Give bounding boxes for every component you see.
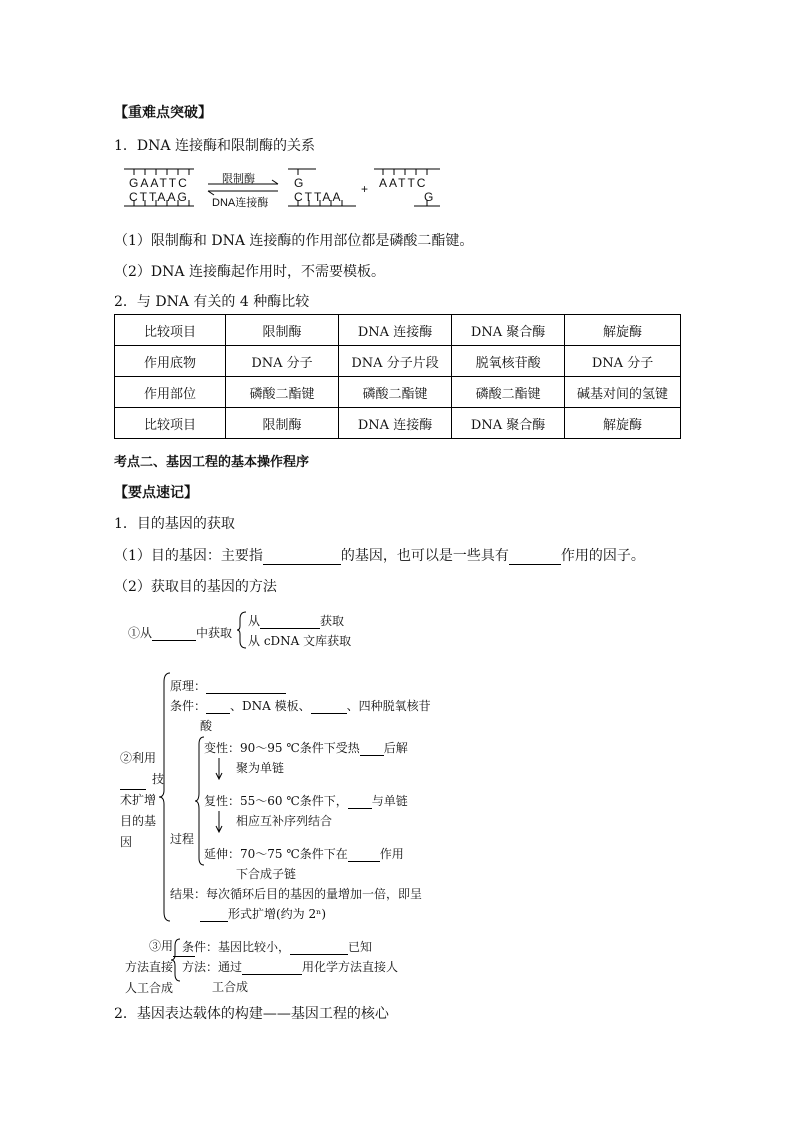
table-cell: DNA 连接酶 [339, 315, 452, 346]
m2-ext-c: 下合成子链 [236, 867, 297, 881]
m3-cond-b: 已知 [348, 940, 373, 954]
p1-part-a: （1）目的基因：主要指 [114, 548, 263, 564]
blank-field [290, 940, 348, 955]
blank-field [260, 614, 320, 629]
table-cell: 碱基对间的氢键 [565, 377, 681, 408]
m2-anneal-a: 复性：55～60 ℃条件下， [204, 794, 348, 808]
m3-method-b: 用化学方法直接人 [302, 960, 399, 974]
table-cell: 限制酶 [226, 315, 339, 346]
table-cell: 作用部位 [115, 377, 226, 408]
m2-label-3: 术扩增 [120, 793, 157, 807]
table-cell: 磷酸二酯键 [226, 377, 339, 408]
arrow-down-icon [214, 758, 224, 780]
m2-anneal [204, 792, 408, 809]
table-cell: 磷酸二酯键 [452, 377, 565, 408]
m1-opt1-b: 获取 [320, 614, 345, 628]
table-row [115, 377, 681, 408]
blank-field [263, 550, 341, 565]
m2-cond-a: 条件： [170, 699, 207, 713]
table-cell: 限制酶 [226, 408, 339, 439]
method1-brace [236, 611, 248, 649]
paragraph-target-gene [114, 545, 645, 565]
m2-label-5: 因 [120, 835, 133, 849]
m2-denature [204, 739, 408, 756]
paragraph-methods: （2）获取目的基因的方法 [114, 579, 277, 595]
m2-conditions [170, 697, 431, 714]
table-cell: DNA 连接酶 [339, 408, 452, 439]
arrow-label-restriction: 限制酶 [222, 173, 255, 185]
m2-principle-label: 原理： [170, 679, 207, 693]
seq-left-bottom: CTTAAG [129, 190, 189, 204]
blank-field [348, 847, 380, 862]
table-cell: DNA 分子片段 [339, 346, 452, 377]
table-cell: DNA 聚合酶 [452, 315, 565, 346]
blank-field [200, 907, 228, 922]
m3-method [182, 958, 398, 975]
m3-method-c: 工合成 [212, 980, 249, 994]
m3-method-a: 方法：通过 [182, 960, 243, 974]
m2-extension [204, 845, 404, 862]
m2-anneal-c: 相应互补序列结合 [236, 814, 333, 828]
table-cell: DNA 分子 [565, 346, 681, 377]
table-cell: 比较项目 [115, 315, 226, 346]
m3-label-3: 人工合成 [125, 981, 174, 995]
table-row [115, 315, 681, 346]
blank-field [120, 775, 146, 790]
m1-opt1-a: 从 [248, 614, 261, 628]
blank-field [311, 699, 347, 714]
blank-field [509, 550, 561, 565]
section-heading-quick-notes: 【要点速记】 [114, 485, 198, 501]
table-row [115, 346, 681, 377]
method1-label [128, 624, 232, 641]
item2-vector-construction: 2．基因表达载体的构建——基因工程的核心 [114, 1006, 389, 1022]
table-cell: DNA 分子 [226, 346, 339, 377]
m2-label-2: 技 [152, 772, 165, 786]
seq-right-top: AATTC [379, 176, 428, 190]
blank-field [242, 960, 302, 975]
item2-title: 2．与 DNA 有关的 4 种酶比较 [114, 294, 310, 310]
m3-conditions [182, 938, 372, 955]
m3-label-1: ③用 [149, 939, 174, 953]
m1-option-2: 从 cDNA 文库获取 [248, 634, 352, 648]
m3-label-2: 方法直接 [125, 960, 174, 974]
section-title-kaodian2: 考点二、基因工程的基本操作程序 [114, 455, 310, 470]
blank-field [206, 679, 286, 694]
note-2: （2）DNA 连接酶起作用时，不需要模板。 [114, 264, 385, 280]
m2-ext-a: 延伸：70～75 ℃条件下在 [204, 847, 348, 861]
blank-field [206, 699, 230, 714]
arrow-label-ligase: DNA连接酶 [212, 197, 269, 209]
blank-field [152, 626, 196, 641]
p1-part-c: 作用的因子。 [560, 548, 645, 564]
m1-label-b: 中获取 [196, 626, 233, 640]
m1-option-1 [248, 612, 344, 629]
m1-label-a: ①从 [128, 626, 153, 640]
m2-principle [170, 677, 286, 694]
seq-right-bottom: G [424, 190, 436, 204]
item1-target-gene: 1．目的基因的获取 [114, 516, 235, 532]
m2-label-1: ②利用 [120, 751, 157, 765]
table-cell: 解旋酶 [565, 315, 681, 346]
table-cell: 脱氧核苷酸 [452, 346, 565, 377]
blank-field [348, 794, 372, 809]
arrow-down-icon [214, 811, 224, 833]
m2-cond-d: 酸 [200, 719, 213, 733]
m2-result-b: 形式扩增(约为 2ⁿ) [228, 907, 327, 921]
method3-brace [170, 938, 182, 982]
seq-mid-top: G [294, 176, 306, 190]
m2-cond-c: 、四种脱氧核苷 [346, 699, 431, 713]
seq-left-top: GAATTC [129, 176, 189, 190]
m2-denat-b: 后解 [383, 741, 408, 755]
m2-result [200, 905, 326, 922]
item1-title: 1．DNA 连接酶和限制酶的关系 [114, 138, 315, 154]
table-cell: 磷酸二酯键 [339, 377, 452, 408]
table-cell: 作用底物 [115, 346, 226, 377]
m2-label-4: 目的基 [120, 814, 157, 828]
note-1: （1）限制酶和 DNA 连接酶的作用部位都是磷酸二酯键。 [114, 233, 474, 249]
m2-denat-c: 聚为单链 [236, 761, 285, 775]
p1-part-b: 的基因，也可以是一些具有 [340, 548, 509, 564]
table-cell: 比较项目 [115, 408, 226, 439]
seq-mid-bottom: CTTAA [294, 190, 343, 204]
table-row [115, 408, 681, 439]
m2-process-label: 过程 [170, 832, 195, 846]
m3-cond-a: 条件：基因比较小， [182, 940, 291, 954]
m2-ext-b: 作用 [379, 847, 404, 861]
m2-denat-a: 变性：90～95 ℃条件下受热 [204, 741, 360, 755]
table-cell: DNA 聚合酶 [452, 408, 565, 439]
m2-cond-b: 、DNA 模板、 [230, 699, 311, 713]
enzyme-comparison-table [114, 314, 681, 439]
plus-sign: + [361, 182, 369, 196]
m2-result-a: 结果：每次循环后目的基因的量增加一倍，即呈 [170, 887, 423, 901]
section-heading-key-points: 【重难点突破】 [114, 105, 212, 121]
blank-field [360, 741, 384, 756]
table-cell: 解旋酶 [565, 408, 681, 439]
m2-anneal-b: 与单链 [371, 794, 408, 808]
